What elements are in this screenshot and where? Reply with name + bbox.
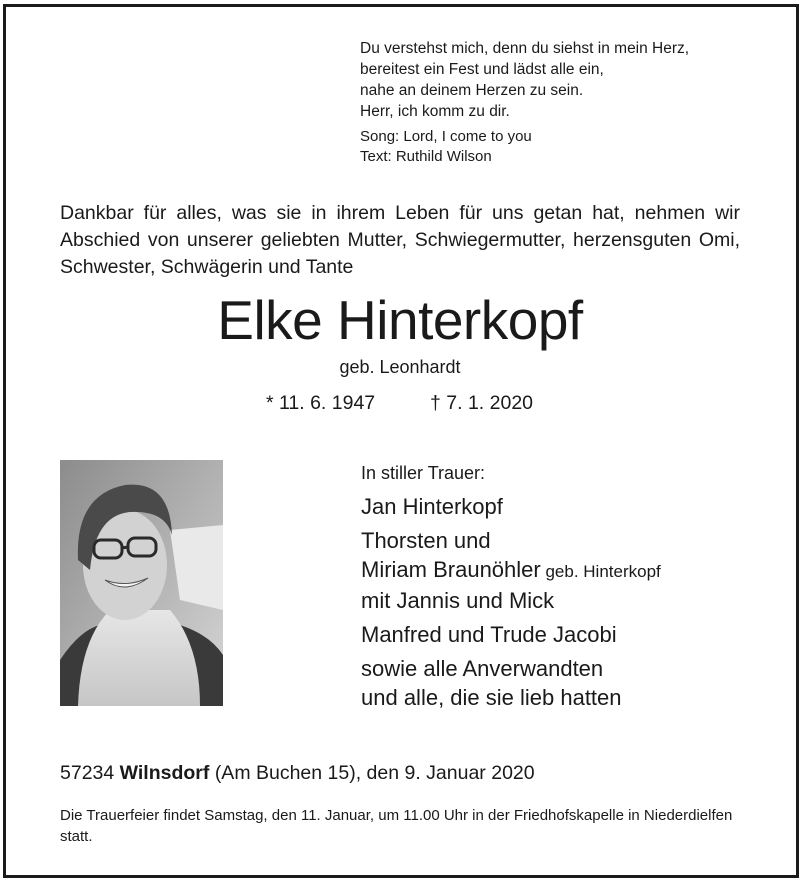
mourning-label: In stiller Trauer:	[361, 463, 486, 483]
mourner-name: und alle, die sie lieb hatten	[361, 685, 622, 710]
poem-credit	[360, 127, 532, 167]
text-credit: Text: Ruthild Wilson	[360, 148, 492, 165]
mourner-name: sowie alle Anverwandten	[361, 656, 604, 681]
mourner-name: mit Jannis und Mick	[361, 588, 555, 613]
poem-line: bereitest ein Fest und lädst alle ein,	[360, 61, 604, 78]
mourner-entry	[361, 620, 661, 649]
address-date: (Am Buchen 15), den 9. Januar 2020	[214, 762, 535, 784]
mourner-line	[361, 555, 661, 586]
poem-line: nahe an deinem Herzen zu sein.	[360, 82, 584, 99]
mourner-entry	[361, 492, 661, 521]
mourner-name: Manfred und Trude Jacobi	[361, 622, 617, 647]
mourners-list	[361, 460, 661, 717]
funeral-notice: Die Trauerfeier findet Samstag, den 11. Januar, um 11.00 Uhr in der Friedhofskapelle in Niederdielfen statt.	[60, 807, 733, 845]
poem	[360, 38, 689, 122]
birth-date: * 11. 6. 1947	[266, 392, 376, 414]
song-credit: Song: Lord, I come to you	[360, 128, 532, 145]
maiden-name: geb. Leonhardt	[339, 357, 461, 377]
intro-text: Dankbar für alles, was sie in ihrem Leben für uns getan hat, nehmen wir Abschied von unserer geliebten Mutter, Schwiegermutter, herzensguten Omi, Schwester, Schwägerin und Tante	[60, 202, 740, 278]
mourner-entry	[361, 526, 661, 615]
poem-line: Du verstehst mich, denn du siehst in mein Herz,	[360, 40, 690, 57]
town: Wilnsdorf	[119, 762, 210, 784]
mourner-entry	[361, 654, 661, 712]
portrait-image	[60, 460, 223, 706]
mourner-maiden-name: geb. Hinterkopf	[540, 562, 661, 581]
death-date: † 7. 1. 2020	[430, 392, 534, 414]
mourner-name: Thorsten und	[361, 528, 491, 553]
poem-line: Herr, ich komm zu dir.	[360, 103, 510, 120]
mourner-name: Jan Hinterkopf	[361, 494, 503, 519]
postcode: 57234	[60, 762, 115, 784]
deceased-name: Elke Hinterkopf	[217, 289, 583, 351]
place-date-line	[60, 760, 535, 786]
portrait-photo	[60, 460, 223, 706]
mourner-name: Miriam Braunöhler	[361, 557, 541, 582]
